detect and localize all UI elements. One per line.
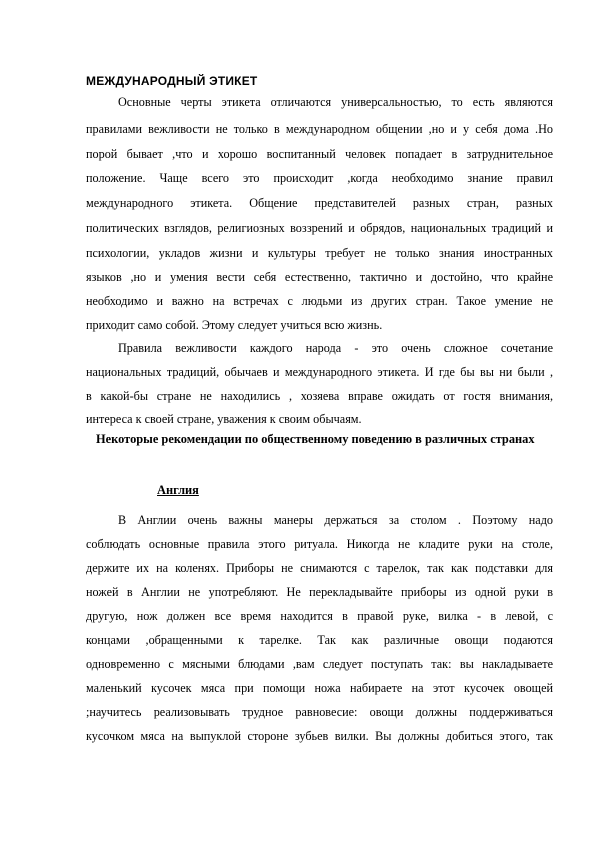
paragraph-line: положение. Чаще всего это происходит ,когда необходимо знание правил xyxy=(86,171,553,185)
paragraph-line: ;научитесь реализовывать трудное равновесие: овощи должны поддерживаться xyxy=(86,705,553,719)
section-title: Англия xyxy=(157,483,199,497)
subheading: Некоторые рекомендации по общественному поведению в различных странах xyxy=(96,432,535,446)
paragraph-line: держите их на коленях. Приборы не снимаются с тарелок, так как подставки для xyxy=(86,561,553,575)
paragraph-line: языков ,но и умения вести себя естественно, тактично и достойно, что крайне xyxy=(86,270,553,284)
paragraph-line: национальных традиций, обычаев и международного этикета. И где бы вы ни были , xyxy=(86,365,553,379)
paragraph-line: необходимо и важно на встречах с людьми из других стран. Такое умение не xyxy=(86,294,553,308)
paragraph-line: Основные черты этикета отличаются универсальностью, то есть являются xyxy=(118,95,553,109)
paragraph-line: интереса к своей стране, уважения к своим обычаям. xyxy=(86,412,362,426)
paragraph-line: Правила вежливости каждого народа - это очень сложное сочетание xyxy=(118,341,553,355)
paragraph-line: в какой-бы стране не находились , хозяева вправе ожидать от гостя внимания, xyxy=(86,389,553,403)
paragraph-line: концами ,обращенными к тарелке. Так как различные овощи подаются xyxy=(86,633,553,647)
paragraph-line: ножей в Англии не употребляют. Не перекладывайте приборы из одной руки в xyxy=(86,585,553,599)
paragraph-line: психологии, укладов жизни и культуры требует не только знания иностранных xyxy=(86,246,553,260)
paragraph-line: международного этикета. Общение представителей разных стран, разных xyxy=(86,196,553,210)
paragraph-line: одновременно с мясными блюдами ,вам следует поступать так: вы накладываете xyxy=(86,657,553,671)
paragraph-line: приходит само собой. Этому следует учиться всю жизнь. xyxy=(86,318,383,332)
paragraph-line: порой бывает ,что и хорошо воспитанный человек попадает в затруднительное xyxy=(86,147,553,161)
document-title: МЕЖДУНАРОДНЫЙ ЭТИКЕТ xyxy=(86,74,258,88)
paragraph-line: другую, нож должен все время находится в правой руке, вилка - в левой, с xyxy=(86,609,553,623)
paragraph-line: соблюдать основные правила этого ритуала. Никогда не кладите руки на столе, xyxy=(86,537,553,551)
paragraph-line: правилами вежливости не только в международном общении ,но и у себя дома .Но xyxy=(86,122,553,136)
paragraph-line: политических взглядов, религиозных воззрений и обрядов, национальных традиций и xyxy=(86,221,553,235)
paragraph-line: В Англии очень важны манеры держаться за столом . Поэтому надо xyxy=(118,513,553,527)
paragraph-line: маленький кусочек мяса при помощи ножа набираете на этот кусочек овощей xyxy=(86,681,553,695)
paragraph-line: кусочком мяса на выпуклой стороне зубьев вилки. Вы должны добиться этого, так xyxy=(86,729,553,743)
